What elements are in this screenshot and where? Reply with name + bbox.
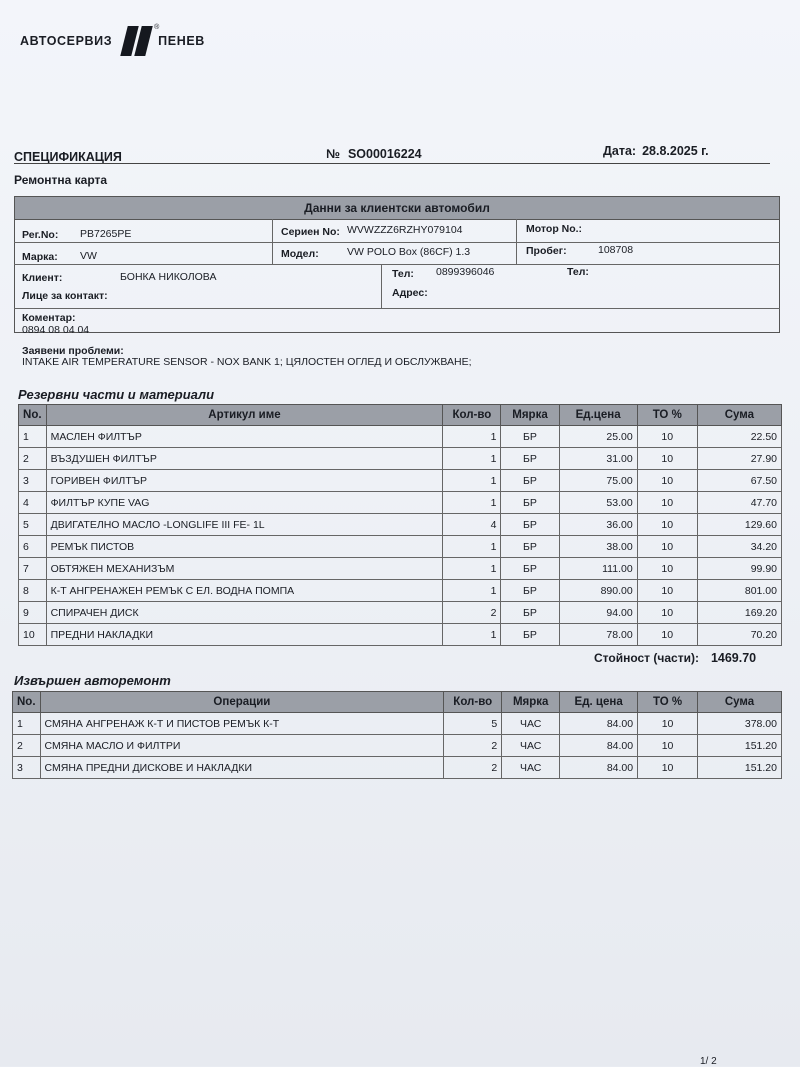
contact-person-label: Лице за контакт: xyxy=(22,290,108,302)
item-name-cell: МАСЛЕН ФИЛТЪР xyxy=(46,426,443,448)
col-header-no: No. xyxy=(13,692,41,713)
line-sum-cell: 151.20 xyxy=(698,735,782,757)
reg-no-label: Рег.No: xyxy=(22,229,59,241)
client-row-divider xyxy=(14,308,780,309)
discount-percent-cell: 10 xyxy=(638,713,698,735)
serial-no-label: Сериен No: xyxy=(281,226,340,238)
row-number-cell: 5 xyxy=(19,514,47,536)
unit-price-cell: 38.00 xyxy=(559,536,637,558)
comment-value: 0894 08 04 04 xyxy=(22,324,90,336)
item-name-cell: ВЪЗДУШЕН ФИЛТЪР xyxy=(46,448,443,470)
document-number-value: SO00016224 xyxy=(347,147,422,161)
parts-total-value: 1469.70 xyxy=(710,651,757,665)
item-name-cell: ОБТЯЖЕН МЕХАНИЗЪМ xyxy=(46,558,443,580)
unit-price-cell: 84.00 xyxy=(560,757,638,779)
col-header-price: Ед.цена xyxy=(559,405,637,426)
registered-mark: ® xyxy=(154,24,160,31)
logo-text-left: АВТОСЕРВИЗ xyxy=(20,34,113,48)
item-name-cell: СПИРАЧЕН ДИСК xyxy=(46,602,443,624)
comment-label: Коментар: xyxy=(22,312,76,324)
discount-percent-cell: 10 xyxy=(637,580,697,602)
unit-price-cell: 890.00 xyxy=(559,580,637,602)
document-subtitle: Ремонтна карта xyxy=(14,173,108,187)
unit-price-cell: 53.00 xyxy=(559,492,637,514)
row-number-cell: 10 xyxy=(19,624,47,646)
title-divider xyxy=(14,163,770,164)
row-number-cell: 2 xyxy=(13,735,41,757)
unit-price-cell: 36.00 xyxy=(559,514,637,536)
unit-cell: БР xyxy=(501,514,559,536)
unit-cell: ЧАС xyxy=(502,757,560,779)
col-header-qty: Кол-во xyxy=(444,692,502,713)
row-number-cell: 7 xyxy=(19,558,47,580)
quantity-cell: 5 xyxy=(444,713,502,735)
client-col-divider xyxy=(516,219,517,264)
col-header-to: ТО % xyxy=(637,405,697,426)
item-name-cell: ГОРИВЕН ФИЛТЪР xyxy=(46,470,443,492)
table-row xyxy=(19,426,782,448)
table-row xyxy=(13,713,782,735)
unit-cell: БР xyxy=(501,580,559,602)
col-header-qty: Кол-во xyxy=(443,405,501,426)
table-row xyxy=(13,735,782,757)
unit-cell: БР xyxy=(501,558,559,580)
col-header-sum: Сума xyxy=(697,405,781,426)
table-row xyxy=(19,492,782,514)
unit-cell: БР xyxy=(501,492,559,514)
problems-text: INTAKE AIR TEMPERATURE SENSOR - NOX BANK 1; ЦЯЛОСТЕН ОГЛЕД И ОБСЛУЖВАНЕ; xyxy=(22,356,472,368)
parts-total xyxy=(594,651,756,665)
line-sum-cell: 129.60 xyxy=(697,514,781,536)
page-number: 1/ 2 xyxy=(700,1056,717,1067)
mileage-value: 108708 xyxy=(598,244,634,256)
table-row xyxy=(19,580,782,602)
table-row xyxy=(19,514,782,536)
unit-price-cell: 84.00 xyxy=(560,735,638,757)
row-number-cell: 8 xyxy=(19,580,47,602)
phone-label: Тел: xyxy=(392,268,414,280)
client-name-label: Клиент: xyxy=(22,272,63,284)
col-header-operation: Операции xyxy=(40,692,444,713)
company-logo xyxy=(20,26,205,56)
quantity-cell: 4 xyxy=(443,514,501,536)
discount-percent-cell: 10 xyxy=(637,492,697,514)
table-row xyxy=(13,757,782,779)
item-name-cell: ПРЕДНИ НАКЛАДКИ xyxy=(46,624,443,646)
line-sum-cell: 151.20 xyxy=(698,757,782,779)
discount-percent-cell: 10 xyxy=(637,602,697,624)
discount-percent-cell: 10 xyxy=(637,558,697,580)
quantity-cell: 1 xyxy=(443,580,501,602)
item-name-cell: РЕМЪК ПИСТОВ xyxy=(46,536,443,558)
quantity-cell: 1 xyxy=(443,448,501,470)
item-name-cell: СМЯНА ПРЕДНИ ДИСКОВЕ И НАКЛАДКИ xyxy=(40,757,444,779)
table-row xyxy=(19,536,782,558)
discount-percent-cell: 10 xyxy=(637,514,697,536)
client-row-divider xyxy=(14,242,780,243)
table-row xyxy=(19,470,782,492)
col-header-unit: Мярка xyxy=(501,405,559,426)
parts-section-title: Резервни части и материали xyxy=(18,387,215,402)
line-sum-cell: 22.50 xyxy=(697,426,781,448)
logo-text-right: ПЕНЕВ xyxy=(158,34,205,48)
item-name-cell: СМЯНА АНГРЕНАЖ К-Т И ПИСТОВ РЕМЪК К-Т xyxy=(40,713,444,735)
line-sum-cell: 70.20 xyxy=(697,624,781,646)
client-name-value: БОНКА НИКОЛОВА xyxy=(120,271,217,283)
discount-percent-cell: 10 xyxy=(637,426,697,448)
row-number-cell: 1 xyxy=(13,713,41,735)
labor-table xyxy=(12,691,782,779)
reg-no-value: PB7265PE xyxy=(80,228,132,240)
quantity-cell: 2 xyxy=(443,602,501,624)
item-name-cell: СМЯНА МАСЛО И ФИЛТРИ xyxy=(40,735,444,757)
unit-price-cell: 84.00 xyxy=(560,713,638,735)
row-number-cell: 3 xyxy=(19,470,47,492)
discount-percent-cell: 10 xyxy=(637,624,697,646)
unit-price-cell: 78.00 xyxy=(559,624,637,646)
labor-header-row xyxy=(13,692,782,713)
problems-label: Заявени проблеми: xyxy=(22,345,124,357)
line-sum-cell: 169.20 xyxy=(697,602,781,624)
document-date xyxy=(603,144,709,158)
item-name-cell: ДВИГАТЕЛНО МАСЛО -LONGLIFE III FE- 1L xyxy=(46,514,443,536)
make-value: VW xyxy=(80,250,97,262)
unit-cell: ЧАС xyxy=(502,735,560,757)
motor-no-label: Мотор No.: xyxy=(526,223,583,235)
unit-price-cell: 94.00 xyxy=(559,602,637,624)
unit-price-cell: 111.00 xyxy=(559,558,637,580)
quantity-cell: 1 xyxy=(443,558,501,580)
discount-percent-cell: 10 xyxy=(638,757,698,779)
unit-cell: БР xyxy=(501,426,559,448)
client-col-divider xyxy=(272,219,273,264)
document-number-label: № xyxy=(326,147,340,161)
quantity-cell: 1 xyxy=(443,492,501,514)
line-sum-cell: 378.00 xyxy=(698,713,782,735)
item-name-cell: ФИЛТЪР КУПЕ VAG xyxy=(46,492,443,514)
quantity-cell: 1 xyxy=(443,624,501,646)
unit-cell: БР xyxy=(501,448,559,470)
phone-value: 0899396046 xyxy=(436,266,495,278)
quantity-cell: 2 xyxy=(444,757,502,779)
model-value: VW POLO Box (86CF) 1.3 xyxy=(347,246,471,258)
unit-price-cell: 75.00 xyxy=(559,470,637,492)
line-sum-cell: 27.90 xyxy=(697,448,781,470)
discount-percent-cell: 10 xyxy=(637,536,697,558)
make-label: Марка: xyxy=(22,251,58,263)
line-sum-cell: 801.00 xyxy=(697,580,781,602)
line-sum-cell: 34.20 xyxy=(697,536,781,558)
document-number xyxy=(326,147,422,161)
discount-percent-cell: 10 xyxy=(638,735,698,757)
model-label: Модел: xyxy=(281,248,319,260)
unit-cell: БР xyxy=(501,536,559,558)
row-number-cell: 3 xyxy=(13,757,41,779)
item-name-cell: К-Т АНГРЕНАЖЕН РЕМЪК С ЕЛ. ВОДНА ПОМПА xyxy=(46,580,443,602)
labor-section-title: Извършен авторемонт xyxy=(14,673,171,688)
unit-cell: БР xyxy=(501,602,559,624)
table-row xyxy=(19,558,782,580)
client-col-divider xyxy=(381,264,382,308)
unit-cell: ЧАС xyxy=(502,713,560,735)
unit-cell: БР xyxy=(501,624,559,646)
quantity-cell: 2 xyxy=(444,735,502,757)
parts-total-label: Стойност (части): xyxy=(594,651,699,665)
col-header-price: Ед. цена xyxy=(560,692,638,713)
col-header-to: ТО % xyxy=(638,692,698,713)
col-header-unit: Мярка xyxy=(502,692,560,713)
quantity-cell: 1 xyxy=(443,470,501,492)
line-sum-cell: 67.50 xyxy=(697,470,781,492)
parts-header-row xyxy=(19,405,782,426)
table-row xyxy=(19,602,782,624)
table-row xyxy=(19,624,782,646)
col-header-no: No. xyxy=(19,405,47,426)
row-number-cell: 2 xyxy=(19,448,47,470)
phone2-label: Тел: xyxy=(567,266,589,278)
document-date-value: 28.8.2025 г. xyxy=(642,144,709,158)
col-header-sum: Сума xyxy=(698,692,782,713)
document-date-label: Дата: xyxy=(603,144,637,158)
row-number-cell: 9 xyxy=(19,602,47,624)
line-sum-cell: 47.70 xyxy=(697,492,781,514)
parts-table xyxy=(18,404,782,646)
document-title: СПЕЦИФИКАЦИЯ xyxy=(14,150,122,164)
line-sum-cell: 99.90 xyxy=(697,558,781,580)
quantity-cell: 1 xyxy=(443,426,501,448)
table-row xyxy=(19,448,782,470)
discount-percent-cell: 10 xyxy=(637,448,697,470)
client-row-divider xyxy=(14,264,780,265)
row-number-cell: 4 xyxy=(19,492,47,514)
address-label: Адрес: xyxy=(392,287,428,299)
unit-price-cell: 25.00 xyxy=(559,426,637,448)
row-number-cell: 1 xyxy=(19,426,47,448)
logo-mark-icon xyxy=(118,24,160,56)
unit-cell: БР xyxy=(501,470,559,492)
client-block-heading: Данни за клиентски автомобил xyxy=(14,196,780,220)
mileage-label: Пробег: xyxy=(526,245,567,257)
discount-percent-cell: 10 xyxy=(637,470,697,492)
col-header-name: Артикул име xyxy=(46,405,443,426)
quantity-cell: 1 xyxy=(443,536,501,558)
unit-price-cell: 31.00 xyxy=(559,448,637,470)
serial-no-value: WVWZZZ6RZHY079104 xyxy=(347,224,463,236)
row-number-cell: 6 xyxy=(19,536,47,558)
